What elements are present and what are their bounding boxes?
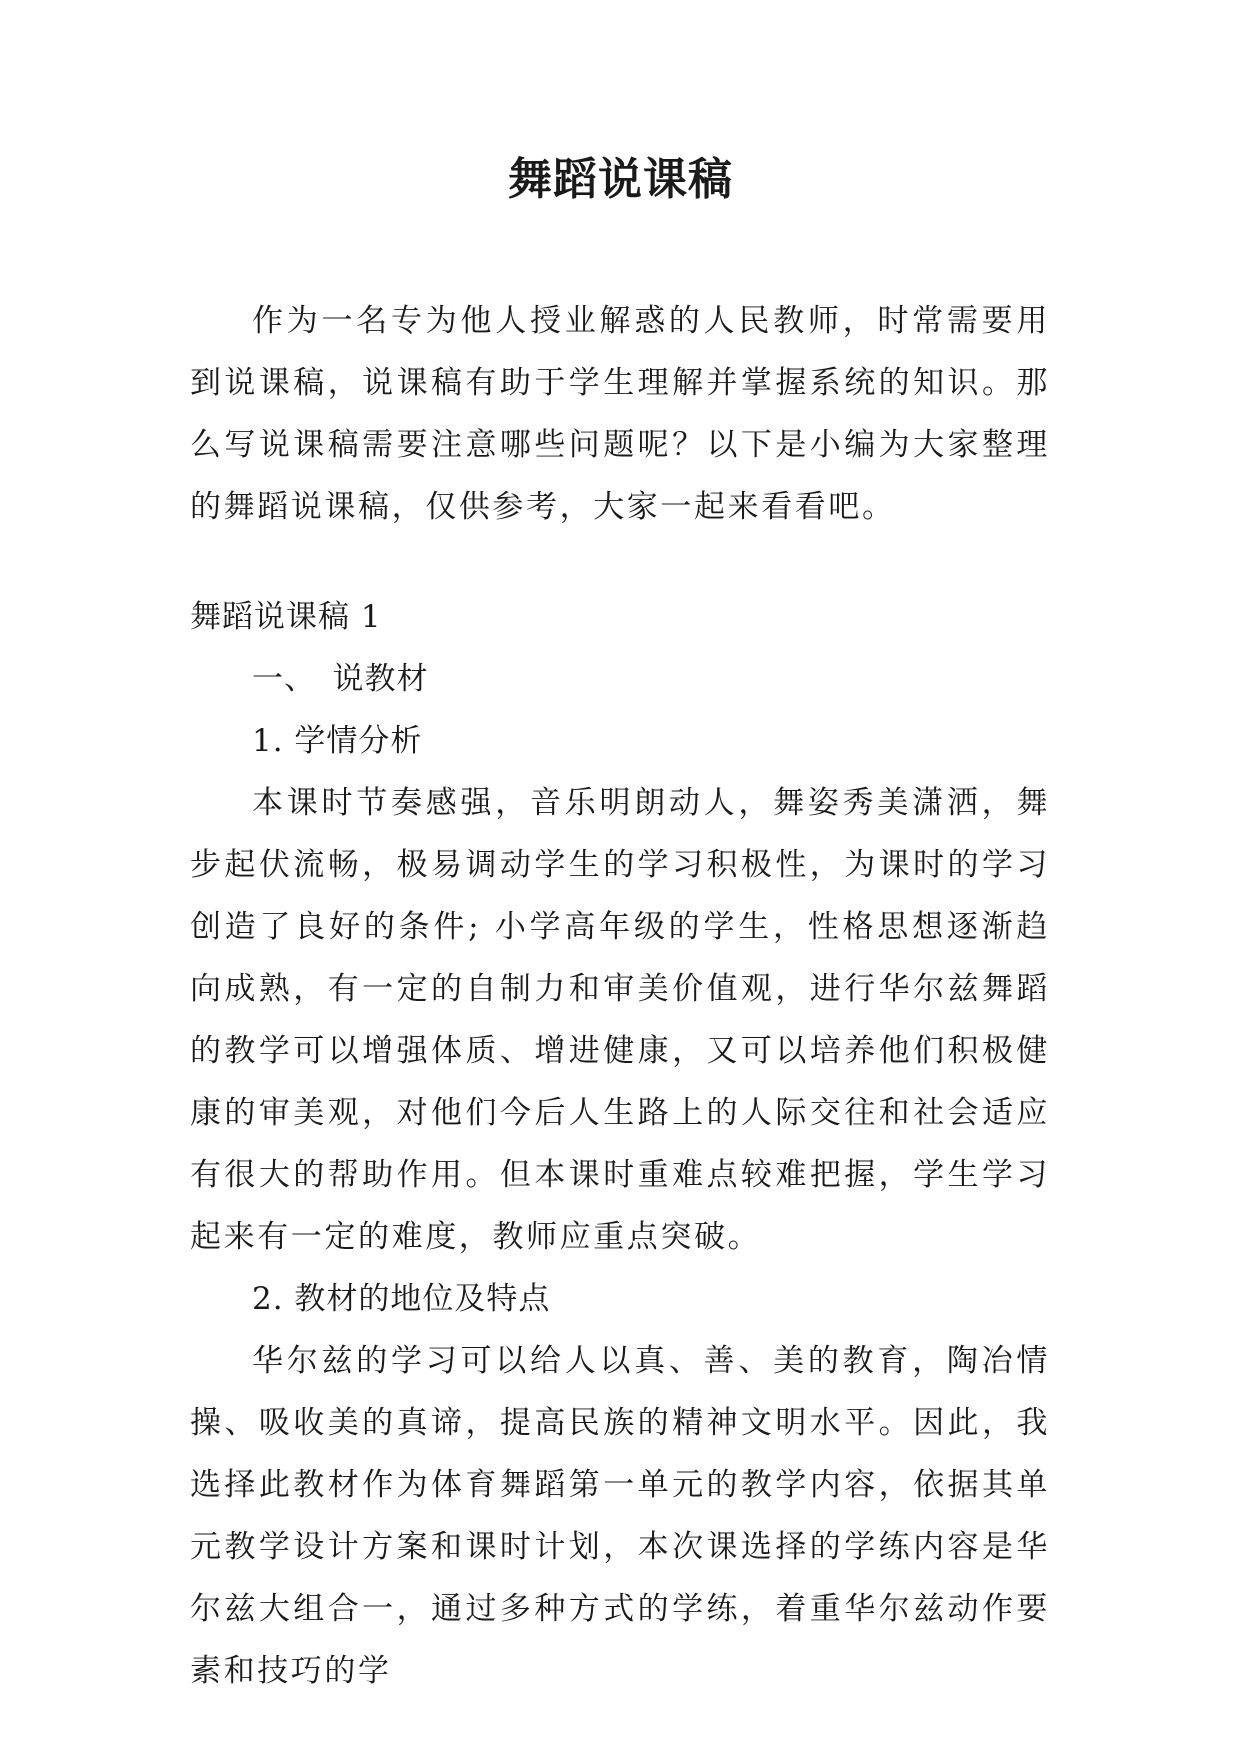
section-title: 舞蹈说课稿 1 xyxy=(190,599,382,635)
intro-paragraph: 作为一名专为他人授业解惑的人民教师，时常需要用到说课稿，说课稿有助于学生理解并掌握系统的知识。那么写说课稿需要注意哪些问题呢？以下是小编为大家整理的舞蹈说课稿，仅供参考，大家一起来看看吧。 xyxy=(190,303,1050,525)
subheading-learning-analysis: 1. 学情分析 xyxy=(252,723,423,759)
paragraph-material-status: 华尔兹的学习可以给人以真、善、美的教育，陶冶情操、吸收美的真谛，提高民族的精神文明水平。因此，我选择此教材作为体育舞蹈第一单元的教学内容，依据其单元教学设计方案和课时计划，本次课选择的学练内容是华尔兹大组合一，通过多种方式的学练，着重华尔兹动作要素和技巧的学 xyxy=(190,1343,1050,1689)
paragraph-learning-analysis: 本课时节奏感强，音乐明朗动人，舞姿秀美潇洒，舞步起伏流畅，极易调动学生的学习积极性，为课时的学习创造了良好的条件; 小学高年级的学生，性格思想逐渐趋向成熟，有一定的自制力和审美价值观，进行华尔兹舞蹈的教学可以增强体质、增进健康，又可以培养他们积极健康的审美观，对他们今后人生路上的人际交往和社会适应有很大的帮助作用。但本课时重难点较难把握，学生学习起来有一定的难度，教师应重点突破。 xyxy=(190,785,1050,1255)
part-heading: 一、 说教材 xyxy=(252,661,429,697)
subheading-material-status: 2. 教材的地位及特点 xyxy=(252,1281,551,1317)
document-title: 舞蹈说课稿 xyxy=(508,154,733,205)
document-body xyxy=(190,290,1050,1702)
